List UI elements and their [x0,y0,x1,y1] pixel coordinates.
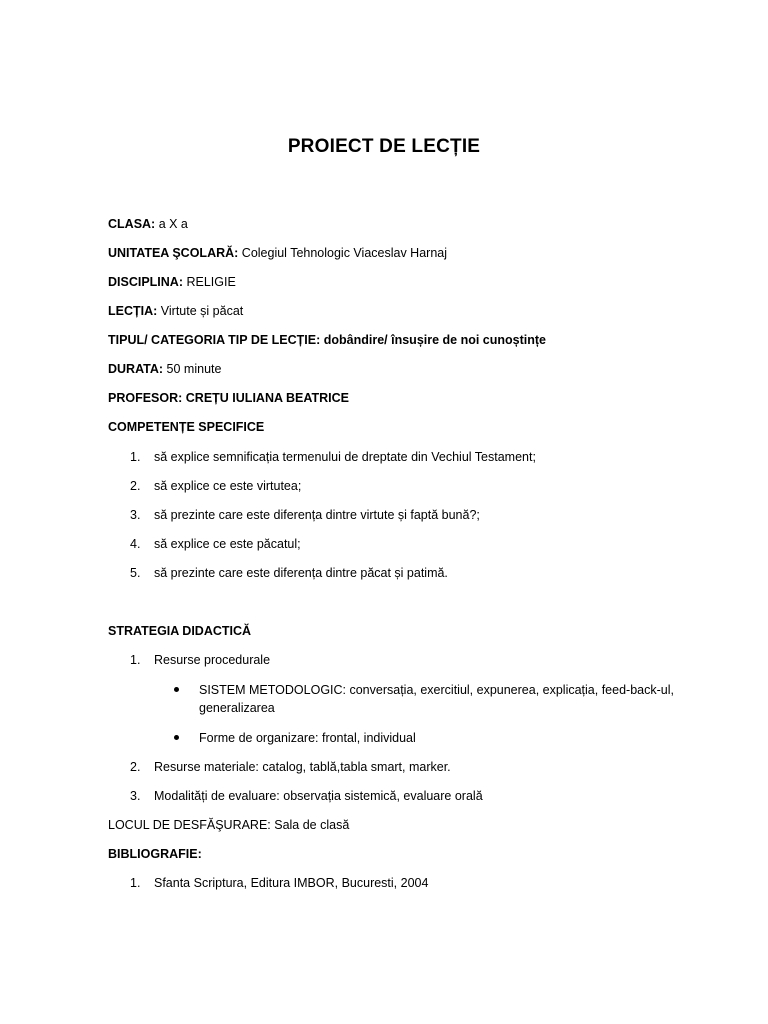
list-item-number: 2. [130,479,141,493]
field-durata [108,361,221,377]
bibliografie-heading: BIBLIOGRAFIE: [108,847,202,861]
field-label: UNITATEA ŞCOLARĂ: [108,246,239,260]
list-item-number: 1. [130,653,141,667]
list-item: să explice ce este virtutea; [154,479,302,493]
locul-line: LOCUL DE DESFĂŞURARE: Sala de clasă [108,818,350,832]
field-label: DURATA: [108,362,164,376]
list-item: să prezinte care este diferența dintre păcat și patimă. [154,566,448,580]
page-title: PROIECT DE LECȚIE [287,136,481,157]
list-item-number: 3. [130,789,141,803]
field-value: Colegiul Tehnologic Viaceslav Harnaj [238,246,448,260]
field-value: 50 minute [163,362,222,376]
field-label: TIPUL/ CATEGORIA TIP DE LECȚIE: [108,333,321,347]
bullet-icon [174,687,179,692]
field-label: DISCIPLINA: [108,275,183,289]
list-item-number: 1. [130,450,141,464]
bullet-item: Forme de organizare: frontal, individual [199,731,416,745]
list-item: Sfanta Scriptura, Editura IMBOR, Bucuresti, 2004 [154,876,429,890]
list-item: să prezinte care este diferența dintre virtute și faptă bună?; [154,508,480,522]
strategia-heading: STRATEGIA DIDACTICĂ [108,624,252,638]
field-label: LECȚIA: [108,304,158,318]
list-item-number: 1. [130,876,141,890]
list-item-number: 5. [130,566,141,580]
competente-heading: COMPETENȚE SPECIFICE [108,420,265,434]
field-profesor: PROFESOR: CREȚU IULIANA BEATRICE [108,391,349,405]
field-value: RELIGIE [183,275,236,289]
field-disciplina [108,274,236,290]
field-clasa [108,216,188,232]
list-item: să explice semnificația termenului de dreptate din Vechiul Testament; [154,450,536,464]
bullet-item: SISTEM METODOLOGIC: conversația, exercitiul, expunerea, explicația, feed-back-ul, generalizarea [199,683,674,715]
field-label: CLASA: [108,217,156,231]
list-item: Modalități de evaluare: observația sistemică, evaluare orală [154,789,483,803]
list-item-number: 3. [130,508,141,522]
field-value: dobândire/ însușire de noi cunoștințe [320,333,547,347]
list-item: să explice ce este păcatul; [154,537,301,551]
field-value: a X a [155,217,188,231]
field-value: Virtute și păcat [157,304,244,318]
list-item: Resurse procedurale [154,653,271,667]
field-tipul [108,332,546,348]
field-unitatea [108,245,447,261]
bullet-icon [174,735,179,740]
list-item: Resurse materiale: catalog, tablă,tabla smart, marker. [154,760,451,774]
field-lectia [108,303,243,319]
list-item-number: 4. [130,537,141,551]
list-item-number: 2. [130,760,141,774]
